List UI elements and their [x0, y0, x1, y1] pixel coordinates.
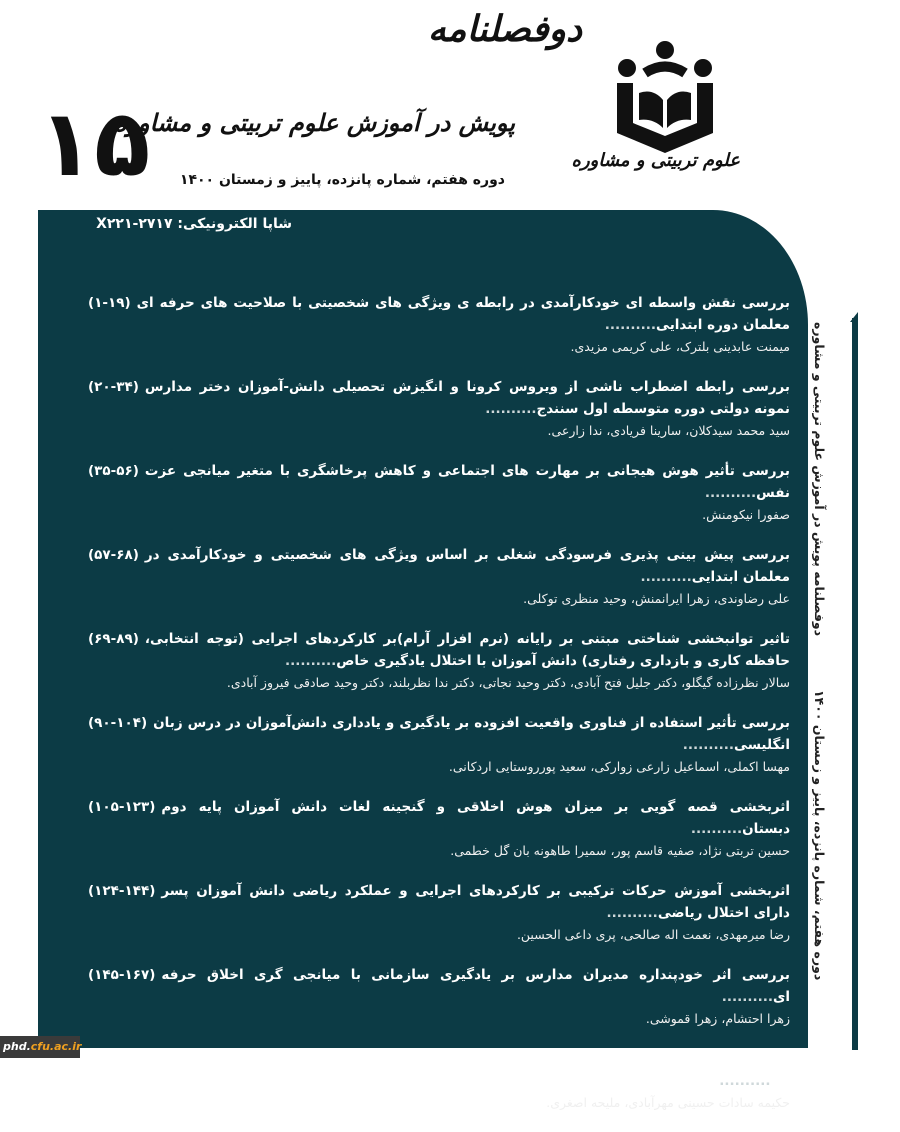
article-title[interactable] [88, 712, 790, 756]
article-title[interactable] [88, 964, 790, 1008]
article-entry[interactable] [88, 544, 790, 610]
article-pages: (۱-۱۹) [88, 295, 131, 311]
logo-text: علوم تربیتی و مشاوره [571, 150, 740, 171]
article-authors: مهسا اکملی، اسماعیل زارعی زوارکی، سعید پورروستایی اردکانی. [448, 759, 790, 774]
spine-bar [852, 318, 858, 1050]
article-title[interactable] [88, 460, 790, 504]
article-title-text: اثربخشی آموزش حرکات ترکیبی بر کارکردهای اجرایی و عملکرد ریاضی دانش آموزان پسر دارای اختلال ریاضی [161, 883, 790, 921]
article-pages: (۶۹-۸۹) [88, 631, 139, 647]
dot-leader: .......... [640, 569, 692, 585]
article-authors: زهرا احتشام، زهرا قموشی. [645, 1011, 790, 1026]
article-title[interactable] [88, 796, 790, 840]
article-title[interactable] [88, 544, 790, 588]
article-title-text: بررسی ارتباط عملکرد خانواده با مسئولیت¬پذیری اجتماعی در دانشجویان دختر دانشگاه قم [161, 1051, 790, 1089]
dot-leader: .......... [485, 401, 537, 417]
article-authors: رضا میرمهدی، نعمت اله صالحی، پری داعی الحسین. [516, 927, 790, 942]
watermark-part1: phd. [3, 1040, 31, 1053]
article-pages: (۹۰-۱۰۴) [88, 715, 148, 731]
article-authors: سالار نظرزاده گیگلو، دکتر جلیل فتح آبادی، دکتر وحید نجاتی، دکتر ندا نظربلند، دکتر وحید صادقی فیروز آبادی. [226, 675, 790, 690]
issn: شاپا الکترونیکی: X۲۲۱-۲۷۱۷ [96, 216, 292, 232]
watermark-part2: cfu.ac.ir [30, 1040, 82, 1053]
article-pages: (۱۲۴-۱۴۴) [88, 883, 156, 899]
spine-issue: دوره هفتم، شماره پانزده، پاییز و زمستان ۱۴۰۰ [812, 690, 827, 981]
dot-leader: .......... [606, 905, 658, 921]
dot-leader: .......... [682, 737, 735, 753]
biannual-label: دوفصلنامه [427, 8, 583, 50]
article-pages: (۳۵-۵۶) [88, 463, 139, 479]
article-authors: حکیمه سادات حسینی مهرآبادی، ملیحه اصغری. [546, 1095, 790, 1110]
article-title-text: بررسی تأثیر استفاده از فناوری واقعیت افزوده بر یادگیری و یادداری دانش‌آموزان در درس زبان انگلیسی [153, 715, 790, 753]
article-pages: (۱۴۵-۱۶۷) [88, 967, 156, 983]
article-entry[interactable] [88, 964, 790, 1030]
article-entry[interactable] [88, 376, 790, 442]
dot-leader: .......... [604, 317, 657, 333]
article-authors: سید محمد سیدکلان، سارینا فریادی، ندا زارعی. [547, 423, 790, 438]
table-of-contents [88, 292, 790, 1132]
dot-leader: .......... [719, 1073, 771, 1089]
article-title-text: بررسی رابطه اضطراب ناشی از ویروس کرونا و انگیزش تحصیلی دانش-آموزان دختر مدارس نمونه دولتی دوره متوسطه اول سنندج [144, 379, 790, 417]
article-pages: (۲۰-۳۴) [88, 379, 139, 395]
article-title[interactable] [88, 628, 790, 672]
article-entry[interactable] [88, 460, 790, 526]
article-entry[interactable] [88, 1048, 790, 1114]
article-entry[interactable] [88, 880, 790, 946]
journal-subtitle: دوره هفتم، شماره پانزده، پاییز و زمستان ۱۴۰۰ [179, 172, 505, 188]
book-people-icon [605, 38, 725, 158]
spine-title: دوفصلنامه پویش در آموزش علوم تربیتی و مشاوره [812, 322, 827, 637]
dot-leader: .......... [690, 821, 743, 837]
journal-title: پویش در آموزش علوم تربیتی و مشاوره [113, 108, 515, 137]
article-pages: (۵۷-۶۸) [88, 547, 139, 563]
article-title[interactable] [88, 1048, 790, 1092]
dot-leader: .......... [284, 653, 337, 669]
article-entry[interactable] [88, 712, 790, 778]
article-title-text: اثربخشی قصه گویی بر میزان هوش اخلاقی و گنجینه لغات دانش آموزان پایه دوم دبستان [161, 799, 790, 837]
article-authors: میمنت عابدینی بلترک، علی کریمی مزیدی. [570, 339, 790, 354]
article-title[interactable] [88, 880, 790, 924]
article-pages: (۱۰۵-۱۲۳) [88, 799, 156, 815]
article-title[interactable] [88, 376, 790, 420]
article-authors: صفورا نیکومنش. [702, 507, 790, 522]
article-title-text: تاثیر توانبخشی شناختی مبتنی بر رایانه (نرم افزار آرام)بر کارکردهای اجرایی (توجه انتخابی، حافظه کاری و بازداری رفتاری) دانش آموزان با اختلال یادگیری خاص [144, 631, 790, 669]
article-entry[interactable] [88, 292, 790, 358]
article-title-text: بررسی اثر خودپنداره مدیران مدارس بر یادگیری سازمانی با میانجی گری اخلاق حرفه ای [161, 967, 790, 1005]
dot-leader: .......... [704, 485, 757, 501]
article-authors: علی رضاوندی، زهرا ایرانمنش، وحید منظری توکلی. [523, 591, 790, 606]
article-pages: (۱۶۸-۱۸۶) [88, 1051, 156, 1067]
dot-leader: .......... [721, 989, 773, 1005]
article-title-text: بررسی پیش بینی پذیری فرسودگی شغلی بر اساس ویژگی های شخصیتی و خودکارآمدی در معلمان ابتدایی [144, 547, 790, 585]
site-watermark [0, 1036, 80, 1058]
article-title-text: بررسی تأثیر هوش هیجانی بر مهارت های اجتماعی و کاهش پرخاشگری با متغیر میانجی عزت نفس [144, 463, 790, 501]
article-authors: حسین تربتی نژاد، صفیه قاسم پور، سمیرا طاهونه بان گل خطمی. [450, 843, 790, 858]
article-title-text: بررسی نقش واسطه ای خودکارآمدی در رابطه ی ویژگی های شخصیتی با صلاحیت های حرفه ای معلمان دوره ابتدایی [136, 295, 790, 333]
article-entry[interactable] [88, 628, 790, 694]
article-title[interactable] [88, 292, 790, 336]
article-entry[interactable] [88, 796, 790, 862]
issue-number: ۱۵ [38, 90, 151, 197]
